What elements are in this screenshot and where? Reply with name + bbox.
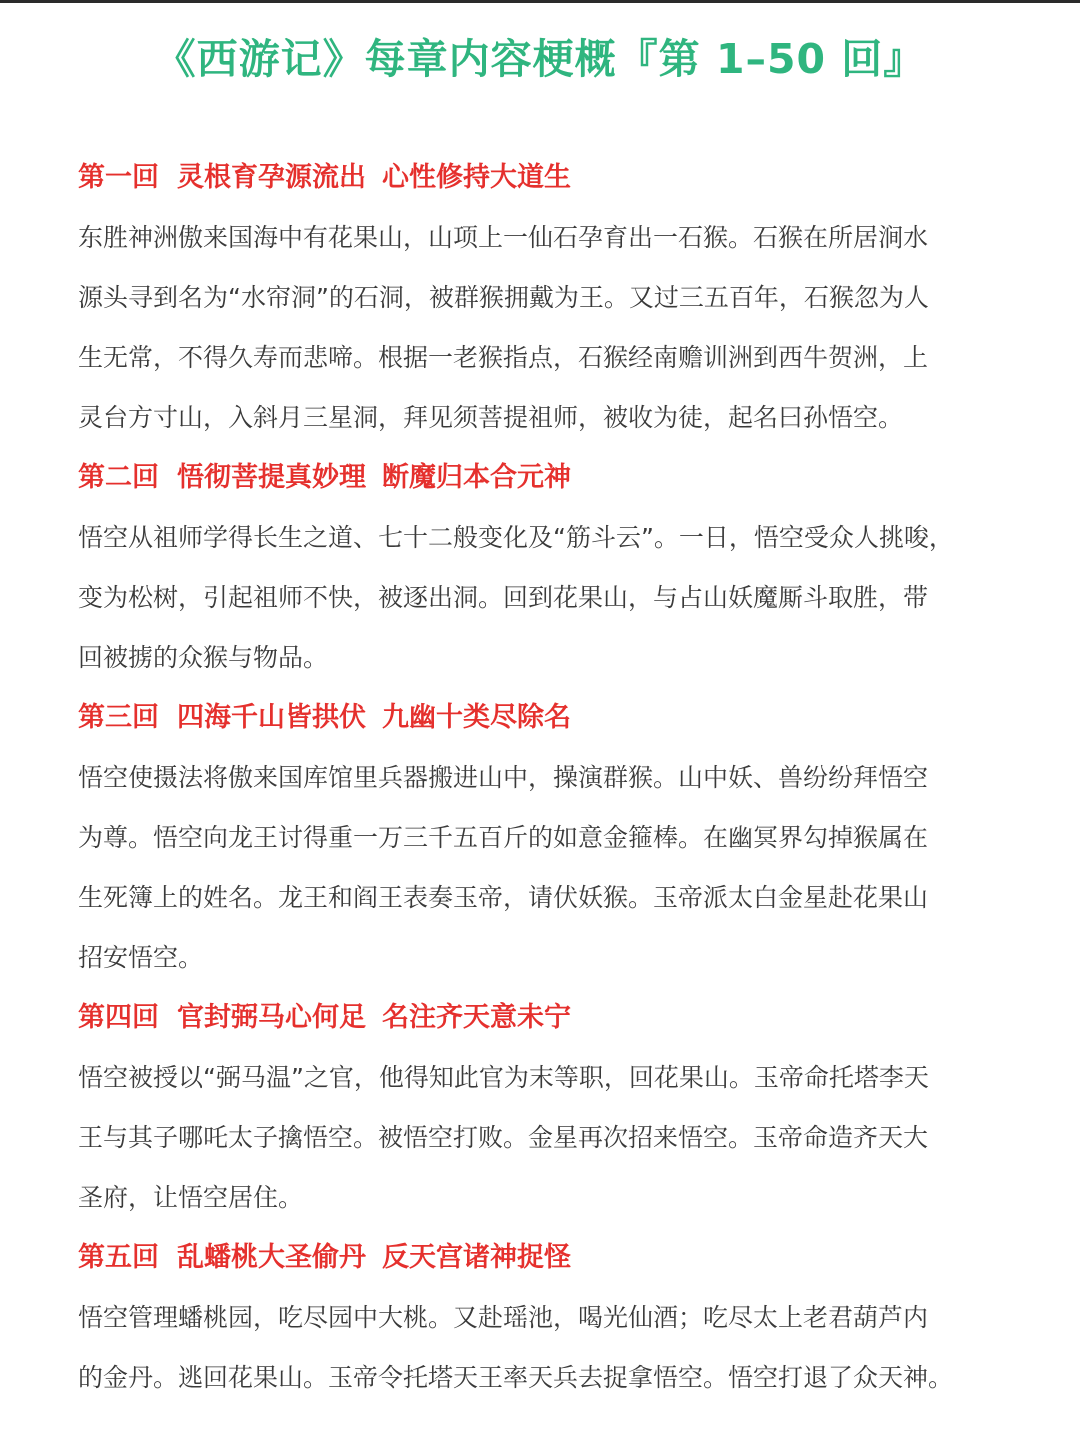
chapter-title-line-1: 悟彻菩提真妙理 (177, 462, 366, 493)
summary-line: 回被掳的众猴与物品。 (78, 643, 329, 672)
chapter-heading (78, 988, 1008, 1048)
summary-line: 悟空使摄法将傲来国库馆里兵器搬进山中，操演群猴。山中妖、兽纷纷拜悟空 (78, 763, 929, 792)
chapter-2 (78, 448, 1008, 688)
chapter-title-line-2: 九幽十类尽除名 (382, 702, 571, 733)
summary-line: 悟空管理蟠桃园，吃尽园中大桃。又赴瑶池，喝光仙酒；吃尽太上老君葫芦内 (78, 1303, 929, 1332)
chapter-title-line-1: 灵根育孕源流出 (177, 162, 366, 193)
chapter-4 (78, 988, 1008, 1228)
summary-line: 源头寻到名为“水帘洞”的石洞，被群猴拥戴为王。又过三五百年，石猴忽为人 (78, 283, 929, 312)
chapter-number: 第四回 (78, 1002, 159, 1033)
chapter-summary (78, 208, 1008, 448)
chapter-heading (78, 448, 1008, 508)
chapter-number: 第三回 (78, 702, 159, 733)
summary-line: 生无常，不得久寿而悲啼。根据一老猴指点，石猴经南赡训洲到西牛贺洲，上 (78, 343, 929, 372)
chapter-number: 第五回 (78, 1242, 159, 1273)
summary-line: 的金丹。逃回花果山。玉帝令托塔天王率天兵去捉拿悟空。悟空打退了众天神。 (78, 1363, 954, 1392)
chapter-title-line-2: 心性修持大道生 (382, 162, 571, 193)
document-body (78, 148, 1008, 1408)
chapter-title-line-1: 官封弼马心何足 (177, 1002, 366, 1033)
chapter-summary (78, 1048, 1008, 1228)
chapter-5 (78, 1228, 1008, 1408)
chapter-title-line-1: 四海千山皆拱伏 (177, 702, 366, 733)
chapter-number: 第二回 (78, 462, 159, 493)
chapter-title-line-1: 乱蟠桃大圣偷丹 (177, 1242, 366, 1273)
chapter-heading (78, 688, 1008, 748)
summary-line: 王与其子哪吒太子擒悟空。被悟空打败。金星再次招来悟空。玉帝命造齐天大 (78, 1123, 929, 1152)
summary-line: 招安悟空。 (78, 943, 204, 972)
top-border (0, 0, 1080, 3)
chapter-title-line-2: 断魔归本合元神 (382, 462, 571, 493)
chapter-summary (78, 508, 1008, 688)
chapter-summary (78, 1288, 1008, 1408)
summary-line: 灵台方寸山，入斜月三星洞，拜见须菩提祖师，被收为徒，起名曰孙悟空。 (78, 403, 904, 432)
summary-line: 生死簿上的姓名。龙王和阎王表奏玉帝，请伏妖猴。玉帝派太白金星赴花果山 (78, 883, 929, 912)
chapter-heading (78, 148, 1008, 208)
chapter-title-line-2: 名注齐天意未宁 (382, 1002, 571, 1033)
chapter-number: 第一回 (78, 162, 159, 193)
summary-line: 悟空从祖师学得长生之道、七十二般变化及“筋斗云”。一日，悟空受众人挑唆， (78, 523, 954, 552)
summary-line: 悟空被授以“弼马温”之官，他得知此官为末等职，回花果山。玉帝命托塔李天 (78, 1063, 929, 1092)
page-title: 《西游记》每章内容梗概『第 1–50 回』 (154, 35, 926, 83)
chapter-title-line-2: 反天宫诸神捉怪 (382, 1242, 571, 1273)
chapter-3 (78, 688, 1008, 988)
chapter-1 (78, 148, 1008, 448)
summary-line: 圣府，让悟空居住。 (78, 1183, 304, 1212)
summary-line: 为尊。悟空向龙王讨得重一万三千五百斤的如意金箍棒。在幽冥界勾掉猴属在 (78, 823, 929, 852)
chapter-summary (78, 748, 1008, 988)
chapter-heading (78, 1228, 1008, 1288)
summary-line: 变为松树，引起祖师不快，被逐出洞。回到花果山，与占山妖魔厮斗取胜，带 (78, 583, 929, 612)
summary-line: 东胜神洲傲来国海中有花果山，山项上一仙石孕育出一石猴。石猴在所居涧水 (78, 223, 929, 252)
